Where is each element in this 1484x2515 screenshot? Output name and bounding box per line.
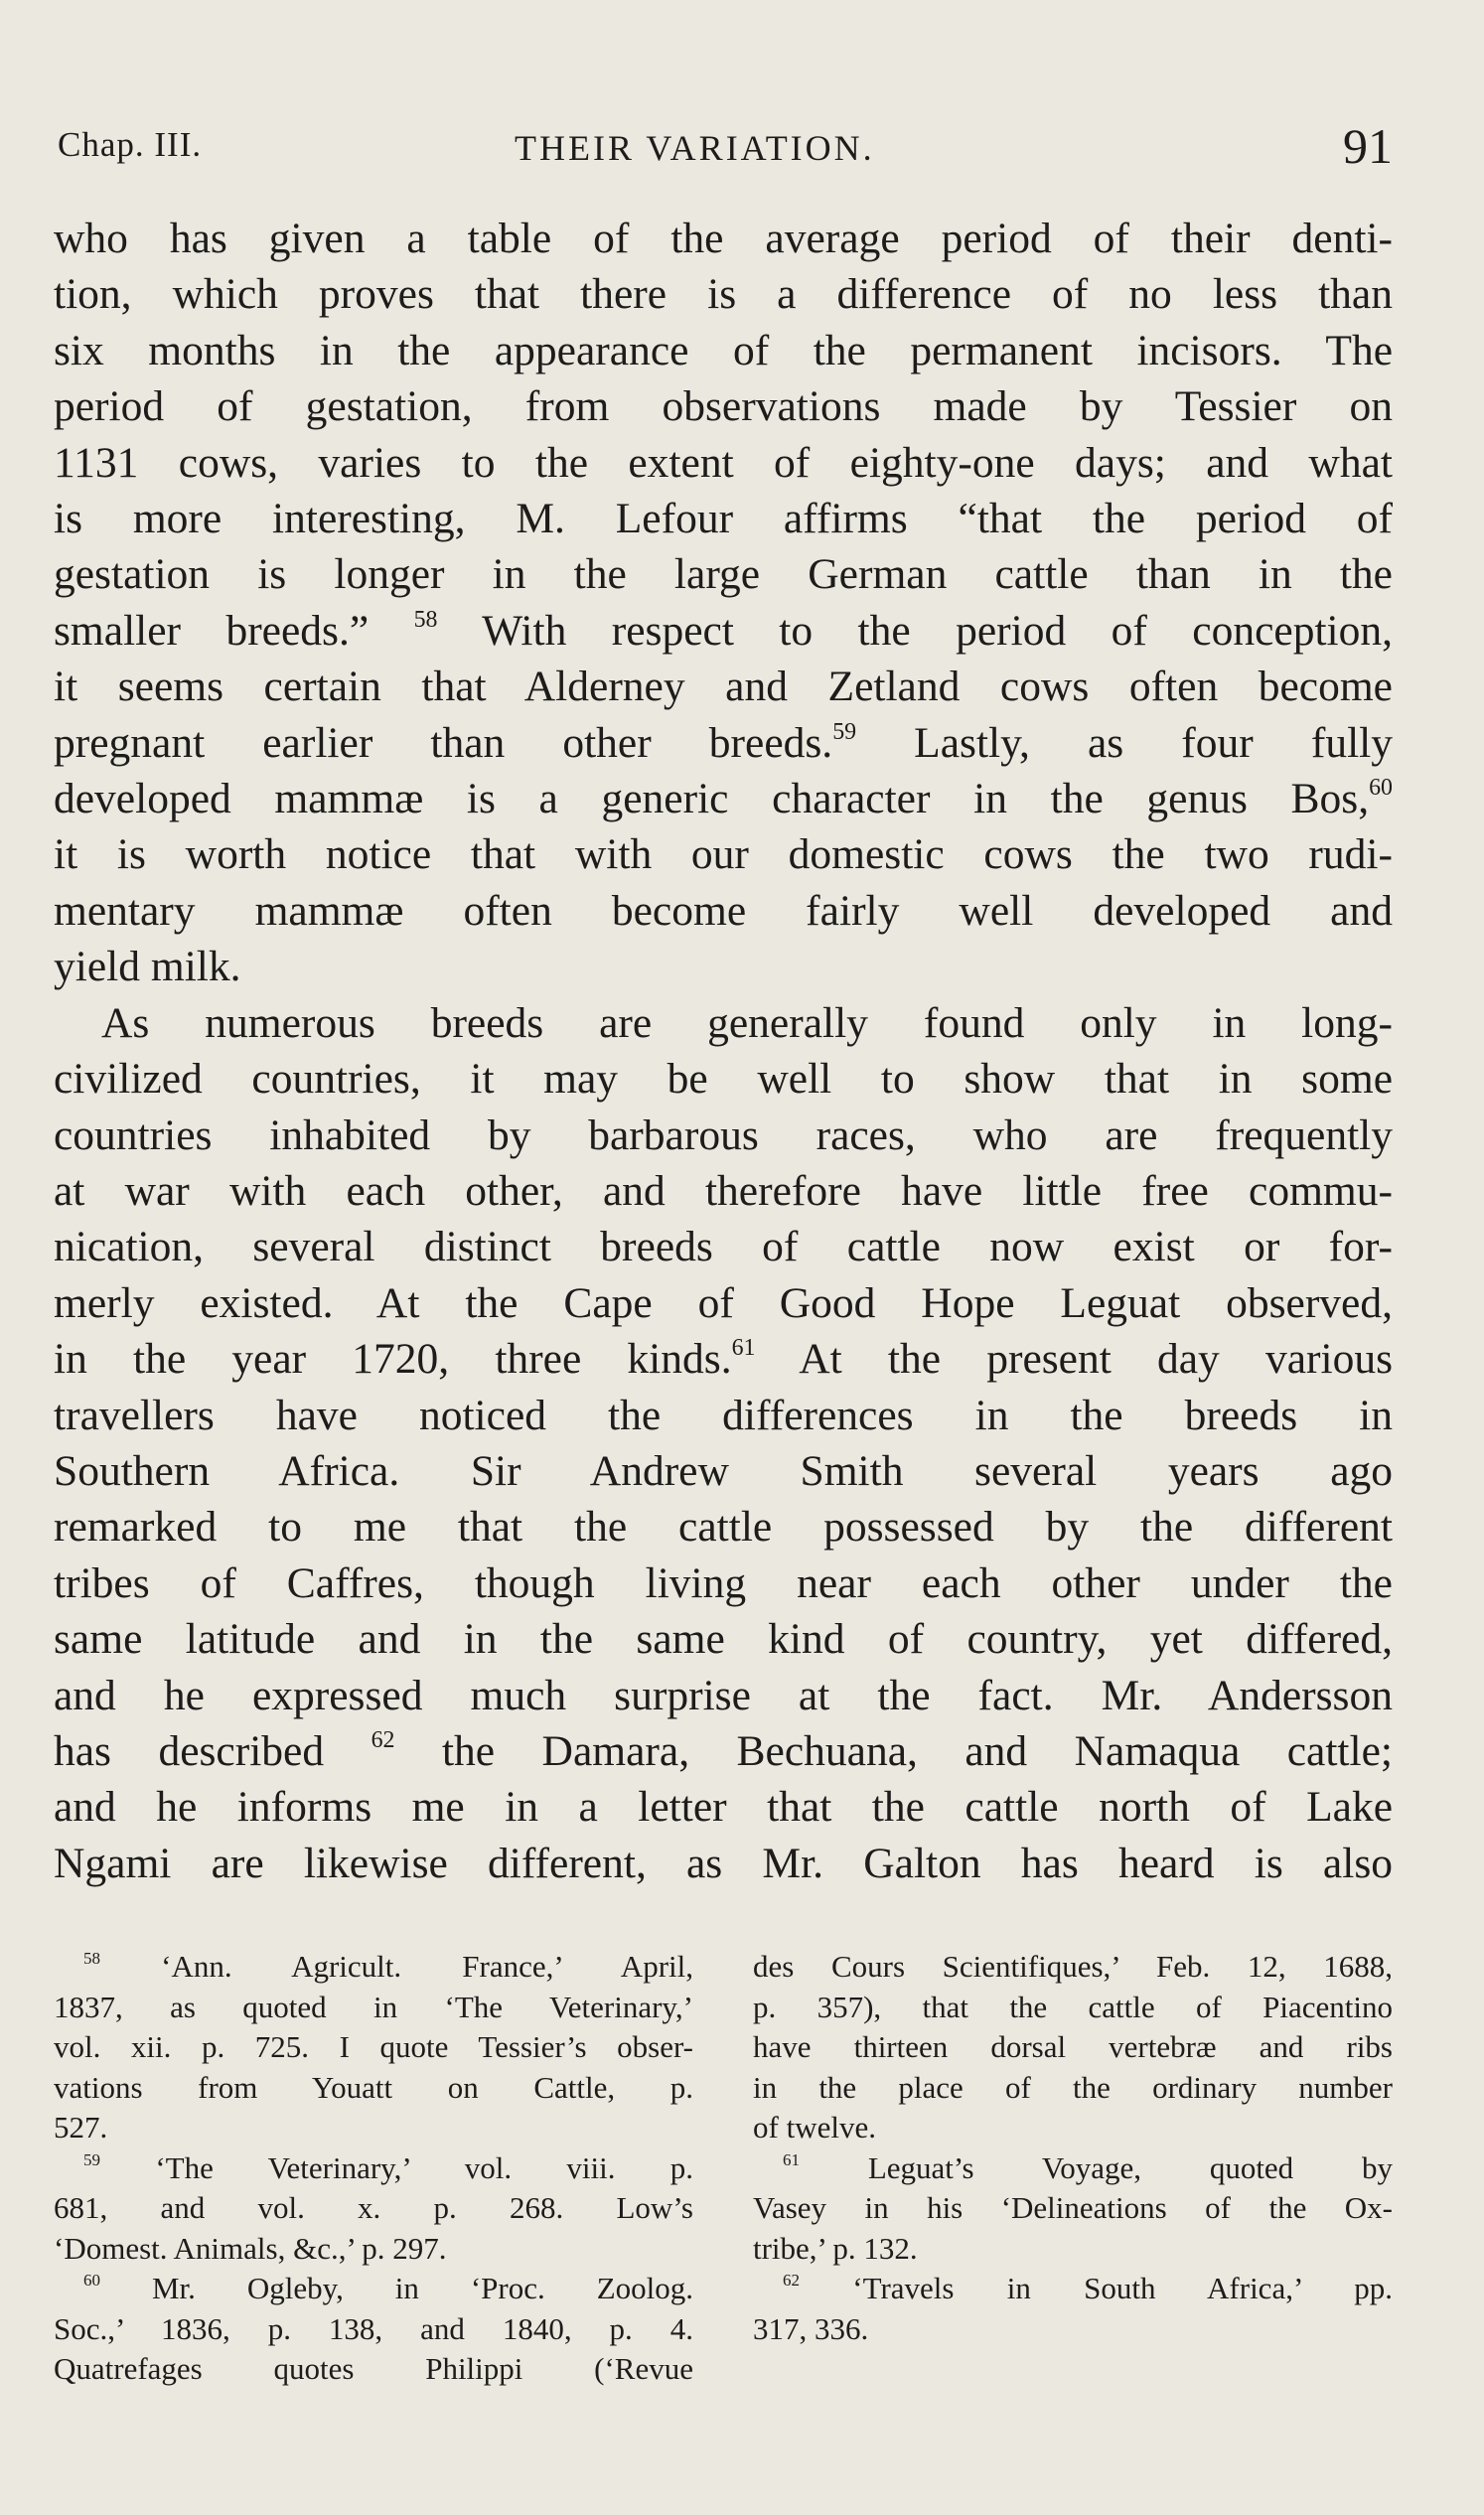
- text-fragment: the Damara, Bechuana, and Namaqua cattle;: [441, 1726, 1393, 1775]
- footnote-line: tribe,’ p. 132.: [753, 2230, 918, 2266]
- text-fragment: smaller breeds.”: [54, 606, 370, 655]
- text-line: Southern Africa. Sir Andrew Smith several years ago: [54, 1446, 1393, 1495]
- footnote-line: of twelve.: [753, 2110, 876, 2145]
- text-line: tion, which proves that there is a difference of no less than: [54, 270, 1393, 319]
- footnote-60: [54, 2269, 693, 2390]
- footnote-line: in the place of the ordinary number: [753, 2069, 1393, 2105]
- text-line: tribes of Caffres, though living near each other under the: [54, 1558, 1393, 1607]
- footnotes-right-column: [753, 1947, 1393, 2390]
- text-line: As numerous breeds are generally found only in long-: [101, 998, 1393, 1047]
- text-line: period of gestation, from observations made by Tessier on: [54, 382, 1393, 431]
- text-fragment: Leguat’s Voyage, quoted by: [867, 2149, 1393, 2185]
- text-line: travellers have noticed the differences in the breeds in: [54, 1391, 1393, 1439]
- footnote-line: vations from Youatt on Cattle, p.: [54, 2069, 693, 2105]
- footnote-ref-60[interactable]: 60: [1369, 775, 1393, 802]
- text-line: remarked to me that the cattle possessed by the different: [54, 1503, 1393, 1552]
- text-line: [54, 771, 1393, 826]
- footnote-59: [54, 2148, 693, 2270]
- footnote-58: [54, 1947, 693, 2148]
- text-line: it seems certain that Alderney and Zetland cows often become: [54, 663, 1393, 711]
- page-number: 91: [1343, 118, 1393, 174]
- text-line: yield milk.: [54, 943, 241, 991]
- footnote-line: Soc.,’ 1836, p. 138, and 1840, p. 4.: [54, 2310, 693, 2346]
- footnote-ref-61[interactable]: 61: [731, 1335, 756, 1362]
- footnote-line: [54, 1947, 693, 1988]
- text-line: it is worth notice that with our domestic cows the two rudi-: [54, 830, 1393, 879]
- text-line: same latitude and in the same kind of country, yet differed,: [54, 1615, 1393, 1664]
- footnote-ref-59[interactable]: 59: [832, 718, 857, 745]
- footnotes: [54, 1947, 1393, 2390]
- footnote-number: 62: [783, 2271, 801, 2291]
- text-fragment: pregnant earlier than other breeds.: [54, 718, 833, 767]
- text-line: who has given a table of the average period of their denti-: [54, 215, 1393, 262]
- footnote-line: [753, 2269, 1393, 2309]
- text-line: and he expressed much surprise at the fact. Mr. Andersson: [54, 1671, 1393, 1719]
- text-fragment: in the year 1720, three kinds.: [54, 1335, 732, 1384]
- main-text: [54, 211, 1393, 1891]
- footnote-line: Vasey in his ‘Delineations of the Ox-: [753, 2190, 1393, 2225]
- text-line: [54, 603, 1393, 659]
- text-line: 1131 cows, varies to the extent of eighty-one days; and what: [54, 438, 1393, 487]
- footnote-line: ‘Domest. Animals, &c.,’ p. 297.: [54, 2230, 447, 2266]
- footnote-line: 1837, as quoted in ‘The Veterinary,’: [54, 1989, 693, 2024]
- text-line: [54, 715, 1393, 771]
- running-title: THEIR VARIATION.: [515, 128, 875, 168]
- text-line: Ngami are likewise different, as Mr. Galton has heard is also: [54, 1839, 1393, 1887]
- text-line: nication, several distinct breeds of cattle now exist or for-: [54, 1223, 1393, 1271]
- text-fragment: has described: [54, 1726, 325, 1775]
- text-line: [54, 1331, 1393, 1387]
- text-fragment: ‘Ann. Agricult. France,’ April,: [161, 1949, 693, 1984]
- text-line: gestation is longer in the large German cattle than in the: [54, 550, 1393, 599]
- paragraph-2: [54, 995, 1393, 1892]
- footnote-ref-62[interactable]: 62: [371, 1727, 395, 1754]
- footnote-number: 60: [83, 2271, 101, 2291]
- footnote-line: des Cours Scientifiques,’ Feb. 12, 1688,: [753, 1949, 1393, 1984]
- footnote-line: 527.: [54, 2110, 108, 2145]
- text-line: six months in the appearance of the permanent incisors. The: [54, 326, 1393, 374]
- text-line: merly existed. At the Cape of Good Hope Leguat observed,: [54, 1278, 1393, 1327]
- text-line: at war with each other, and therefore have little free commu-: [54, 1166, 1393, 1215]
- text-line: mentary mammæ often become fairly well developed and: [54, 886, 1393, 935]
- text-fragment: ‘Travels in South Africa,’ pp.: [852, 2271, 1393, 2305]
- paragraph-1: [54, 211, 1393, 995]
- footnote-line: vol. xii. p. 725. I quote Tessier’s obser-: [54, 2029, 693, 2064]
- footnote-60-continued: [753, 1947, 1393, 2148]
- footnotes-left-column: [54, 1947, 693, 2390]
- footnote-number: 58: [83, 1949, 101, 1969]
- text-fragment: ‘The Veterinary,’ vol. viii. p.: [155, 2149, 693, 2185]
- footnote-number: 59: [83, 2149, 101, 2169]
- footnote-line: p. 357), that the cattle of Piacentino: [753, 1989, 1393, 2024]
- text-line: countries inhabited by barbarous races, who are frequently: [54, 1110, 1393, 1159]
- footnote-line: [54, 2269, 693, 2309]
- text-fragment: At the present day various: [799, 1335, 1394, 1384]
- footnote-line: 681, and vol. x. p. 268. Low’s: [54, 2190, 693, 2225]
- footnote-line: Quatrefages quotes Philippi (‘Revue: [54, 2351, 693, 2386]
- footnote-line: have thirteen dorsal vertebræ and ribs: [753, 2029, 1393, 2064]
- footnote-61: [753, 2148, 1393, 2270]
- text-line: and he informs me in a letter that the cattle north of Lake: [54, 1783, 1393, 1832]
- text-fragment: Mr. Ogleby, in ‘Proc. Zoolog.: [151, 2271, 694, 2305]
- text-line: civilized countries, it may be well to show that in some: [54, 1055, 1393, 1104]
- footnote-line: [753, 2148, 1393, 2189]
- footnote-62: [753, 2269, 1393, 2349]
- text-line: [54, 1723, 1393, 1779]
- footnote-ref-58[interactable]: 58: [413, 606, 438, 633]
- running-header: [58, 117, 1393, 187]
- footnote-line: [54, 2148, 693, 2189]
- text-fragment: With respect to the period of conception,: [482, 606, 1393, 655]
- footnote-line: 317, 336.: [753, 2310, 869, 2346]
- text-fragment: developed mammæ is a generic character in the genus Bos,: [54, 775, 1370, 823]
- text-fragment: Lastly, as four fully: [914, 718, 1393, 767]
- text-line: is more interesting, M. Lefour affirms “that the period of: [54, 495, 1393, 543]
- chapter-label: Chap. III.: [58, 125, 203, 164]
- footnote-number: 61: [783, 2149, 801, 2169]
